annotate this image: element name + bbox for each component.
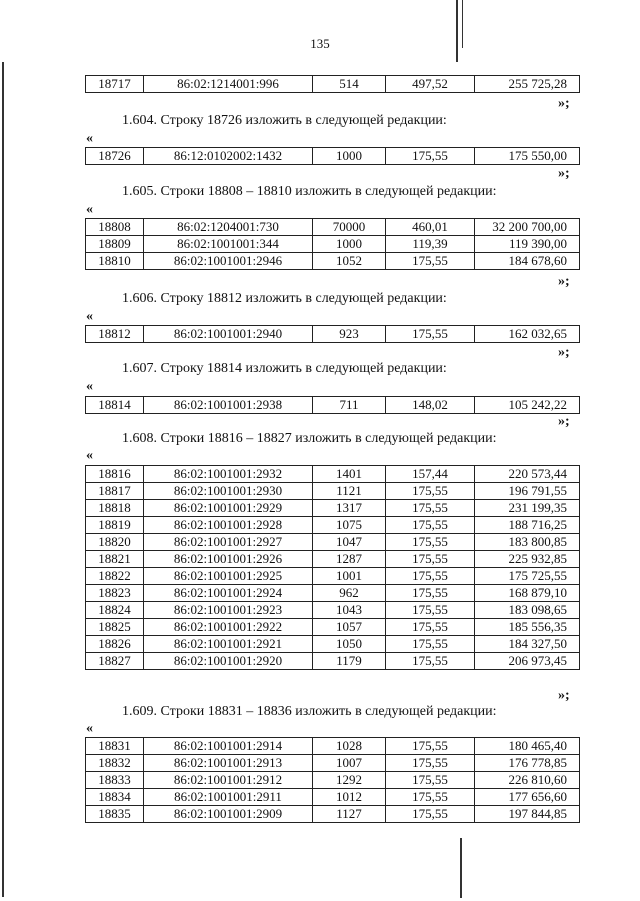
table-row	[86, 253, 580, 270]
area-cell: 1028	[313, 738, 386, 755]
rate-cell: 175,55	[386, 551, 475, 568]
area-cell: 1075	[313, 517, 386, 534]
cadastral-number-cell: 86:02:1001001:2932	[144, 466, 313, 483]
table-row	[86, 326, 580, 343]
area-cell: 1401	[313, 466, 386, 483]
rate-cell: 157,44	[386, 466, 475, 483]
row-number-cell: 18823	[86, 585, 144, 602]
table-continuation	[85, 75, 580, 93]
amount-cell: 176 778,85	[475, 755, 580, 772]
row-number-cell: 18824	[86, 602, 144, 619]
amount-cell: 177 656,60	[475, 789, 580, 806]
table-row	[86, 466, 580, 483]
rate-cell: 119,39	[386, 236, 475, 253]
amount-cell: 105 242,22	[475, 397, 580, 414]
table-row	[86, 619, 580, 636]
amount-cell: 220 573,44	[475, 466, 580, 483]
table-row	[86, 219, 580, 236]
rate-cell: 175,55	[386, 534, 475, 551]
cadastral-number-cell: 86:02:1204001:730	[144, 219, 313, 236]
opening-quote: «	[86, 379, 93, 394]
area-cell: 1000	[313, 236, 386, 253]
cadastral-number-cell: 86:02:1001001:2923	[144, 602, 313, 619]
closing-quote: »;	[558, 274, 570, 289]
rate-cell: 175,55	[386, 148, 475, 165]
rate-cell: 175,55	[386, 500, 475, 517]
amount-cell: 183 098,65	[475, 602, 580, 619]
table-1605	[85, 218, 580, 270]
row-number-cell: 18826	[86, 636, 144, 653]
amount-cell: 180 465,40	[475, 738, 580, 755]
section-heading-1605: 1.605. Строки 18808 – 18810 изложить в следующей редакции:	[122, 184, 497, 199]
amount-cell: 119 390,00	[475, 236, 580, 253]
cadastral-number-cell: 86:02:1001001:2946	[144, 253, 313, 270]
scan-artifact-line	[460, 838, 462, 898]
row-number-cell: 18835	[86, 806, 144, 823]
cadastral-number-cell: 86:02:1001001:2927	[144, 534, 313, 551]
rate-cell: 175,55	[386, 483, 475, 500]
opening-quote: «	[86, 202, 93, 217]
closing-quote: »;	[558, 96, 570, 111]
amount-cell: 184 678,60	[475, 253, 580, 270]
cadastral-number-cell: 86:02:1001001:2911	[144, 789, 313, 806]
row-number-cell: 18820	[86, 534, 144, 551]
amount-cell: 175 550,00	[475, 148, 580, 165]
area-cell: 962	[313, 585, 386, 602]
rate-cell: 175,55	[386, 585, 475, 602]
table-row	[86, 636, 580, 653]
scan-artifact-line	[2, 62, 4, 897]
section-heading-1606: 1.606. Строку 18812 изложить в следующей редакции:	[122, 291, 447, 306]
area-cell: 923	[313, 326, 386, 343]
amount-cell: 32 200 700,00	[475, 219, 580, 236]
opening-quote: «	[86, 309, 93, 324]
cadastral-number-cell: 86:02:1001001:2928	[144, 517, 313, 534]
table-1606	[85, 325, 580, 343]
area-cell: 711	[313, 397, 386, 414]
area-cell: 514	[313, 76, 386, 93]
rate-cell: 497,52	[386, 76, 475, 93]
table-row	[86, 534, 580, 551]
table-1608	[85, 465, 580, 670]
area-cell: 1179	[313, 653, 386, 670]
rate-cell: 175,55	[386, 517, 475, 534]
cadastral-number-cell: 86:02:1001001:2921	[144, 636, 313, 653]
cadastral-number-cell: 86:02:1001001:2926	[144, 551, 313, 568]
table-1609	[85, 737, 580, 823]
row-number-cell: 18834	[86, 789, 144, 806]
row-number-cell: 18822	[86, 568, 144, 585]
opening-quote: «	[86, 131, 93, 146]
row-number-cell: 18810	[86, 253, 144, 270]
area-cell: 1057	[313, 619, 386, 636]
table-1604	[85, 147, 580, 165]
table-row	[86, 483, 580, 500]
area-cell: 1007	[313, 755, 386, 772]
table-row	[86, 772, 580, 789]
row-number-cell: 18817	[86, 483, 144, 500]
table-row	[86, 236, 580, 253]
cadastral-number-cell: 86:02:1001001:2922	[144, 619, 313, 636]
cadastral-number-cell: 86:02:1001001:2938	[144, 397, 313, 414]
rate-cell: 148,02	[386, 397, 475, 414]
amount-cell: 162 032,65	[475, 326, 580, 343]
rate-cell: 175,55	[386, 326, 475, 343]
rate-cell: 175,55	[386, 568, 475, 585]
section-heading-1608: 1.608. Строки 18816 – 18827 изложить в следующей редакции:	[122, 431, 497, 446]
amount-cell: 255 725,28	[475, 76, 580, 93]
table-row	[86, 397, 580, 414]
row-number-cell: 18833	[86, 772, 144, 789]
cadastral-number-cell: 86:02:1001001:2912	[144, 772, 313, 789]
area-cell: 1287	[313, 551, 386, 568]
area-cell: 1012	[313, 789, 386, 806]
area-cell: 1050	[313, 636, 386, 653]
cadastral-number-cell: 86:02:1001001:2913	[144, 755, 313, 772]
rate-cell: 460,01	[386, 219, 475, 236]
rate-cell: 175,55	[386, 653, 475, 670]
table-row	[86, 551, 580, 568]
closing-quote: »;	[558, 166, 570, 181]
row-number-cell: 18818	[86, 500, 144, 517]
table-row	[86, 76, 580, 93]
row-number-cell: 18814	[86, 397, 144, 414]
rate-cell: 175,55	[386, 806, 475, 823]
table-row	[86, 568, 580, 585]
amount-cell: 206 973,45	[475, 653, 580, 670]
amount-cell: 168 879,10	[475, 585, 580, 602]
scan-artifact-line	[456, 0, 458, 62]
rate-cell: 175,55	[386, 253, 475, 270]
row-number-cell: 18827	[86, 653, 144, 670]
rate-cell: 175,55	[386, 738, 475, 755]
closing-quote: »;	[558, 688, 570, 703]
page-number: 135	[310, 36, 330, 51]
amount-cell: 226 810,60	[475, 772, 580, 789]
area-cell: 1043	[313, 602, 386, 619]
amount-cell: 197 844,85	[475, 806, 580, 823]
cadastral-number-cell: 86:02:1001001:2925	[144, 568, 313, 585]
table-row	[86, 789, 580, 806]
section-heading-1607: 1.607. Строку 18814 изложить в следующей редакции:	[122, 361, 447, 376]
closing-quote: »;	[558, 345, 570, 360]
area-cell: 1317	[313, 500, 386, 517]
area-cell: 1292	[313, 772, 386, 789]
table-1607	[85, 396, 580, 414]
row-number-cell: 18821	[86, 551, 144, 568]
opening-quote: «	[86, 721, 93, 736]
row-number-cell: 18831	[86, 738, 144, 755]
closing-quote: »;	[558, 414, 570, 429]
cadastral-number-cell: 86:02:1001001:2930	[144, 483, 313, 500]
row-number-cell: 18812	[86, 326, 144, 343]
row-number-cell: 18819	[86, 517, 144, 534]
cadastral-number-cell: 86:02:1001001:2929	[144, 500, 313, 517]
row-number-cell: 18717	[86, 76, 144, 93]
cadastral-number-cell: 86:02:1001001:2924	[144, 585, 313, 602]
table-row	[86, 148, 580, 165]
amount-cell: 185 556,35	[475, 619, 580, 636]
rate-cell: 175,55	[386, 755, 475, 772]
rate-cell: 175,55	[386, 789, 475, 806]
table-row	[86, 500, 580, 517]
table-row	[86, 755, 580, 772]
amount-cell: 231 199,35	[475, 500, 580, 517]
area-cell: 1047	[313, 534, 386, 551]
row-number-cell: 18808	[86, 219, 144, 236]
rate-cell: 175,55	[386, 602, 475, 619]
area-cell: 1121	[313, 483, 386, 500]
rate-cell: 175,55	[386, 619, 475, 636]
cadastral-number-cell: 86:02:1001001:2920	[144, 653, 313, 670]
amount-cell: 196 791,55	[475, 483, 580, 500]
row-number-cell: 18816	[86, 466, 144, 483]
cadastral-number-cell: 86:02:1001001:2914	[144, 738, 313, 755]
section-heading-1604: 1.604. Строку 18726 изложить в следующей редакции:	[122, 113, 447, 128]
table-row	[86, 738, 580, 755]
cadastral-number-cell: 86:12:0102002:1432	[144, 148, 313, 165]
row-number-cell: 18726	[86, 148, 144, 165]
table-row	[86, 806, 580, 823]
row-number-cell: 18825	[86, 619, 144, 636]
row-number-cell: 18809	[86, 236, 144, 253]
amount-cell: 175 725,55	[475, 568, 580, 585]
amount-cell: 183 800,85	[475, 534, 580, 551]
rate-cell: 175,55	[386, 636, 475, 653]
amount-cell: 225 932,85	[475, 551, 580, 568]
area-cell: 1127	[313, 806, 386, 823]
amount-cell: 188 716,25	[475, 517, 580, 534]
cadastral-number-cell: 86:02:1001001:344	[144, 236, 313, 253]
opening-quote: «	[86, 448, 93, 463]
area-cell: 1000	[313, 148, 386, 165]
cadastral-number-cell: 86:02:1001001:2940	[144, 326, 313, 343]
table-row	[86, 517, 580, 534]
amount-cell: 184 327,50	[475, 636, 580, 653]
cadastral-number-cell: 86:02:1001001:2909	[144, 806, 313, 823]
row-number-cell: 18832	[86, 755, 144, 772]
area-cell: 1052	[313, 253, 386, 270]
rate-cell: 175,55	[386, 772, 475, 789]
table-row	[86, 653, 580, 670]
section-heading-1609: 1.609. Строки 18831 – 18836 изложить в следующей редакции:	[122, 704, 497, 719]
area-cell: 1001	[313, 568, 386, 585]
table-row	[86, 585, 580, 602]
area-cell: 70000	[313, 219, 386, 236]
cadastral-number-cell: 86:02:1214001:996	[144, 76, 313, 93]
table-row	[86, 602, 580, 619]
